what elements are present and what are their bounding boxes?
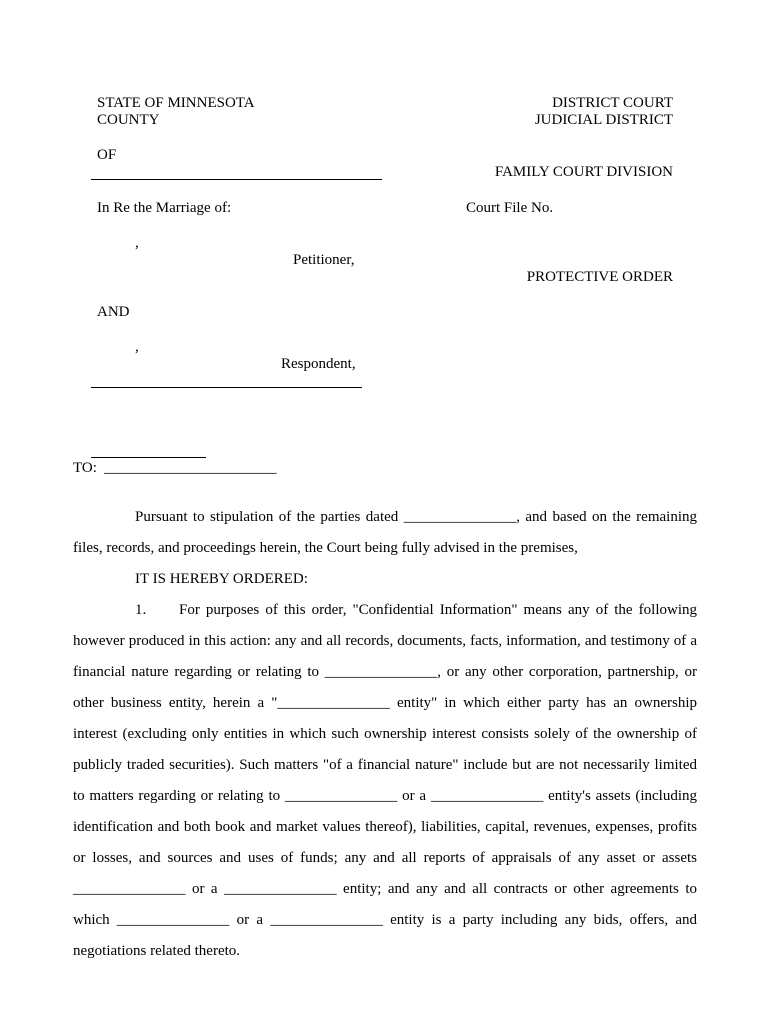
item-1-paragraph — [73, 595, 697, 967]
county-label: COUNTY — [97, 112, 160, 128]
county-signature-line — [91, 179, 382, 180]
respondent-label: Respondent, — [281, 356, 356, 372]
addressee-line — [91, 457, 206, 458]
in-re-label: In Re the Marriage of: — [97, 200, 232, 216]
document-title: PROTECTIVE ORDER — [526, 269, 673, 285]
item-1-number: 1. — [135, 602, 147, 618]
to-label: TO: — [73, 460, 97, 476]
state-name: STATE OF MINNESOTA — [97, 95, 255, 111]
ordered-heading: IT IS HEREBY ORDERED: — [135, 571, 308, 587]
of-label: OF — [97, 147, 117, 163]
petitioner-name-comma: , — [135, 235, 139, 251]
division-label: FAMILY COURT DIVISION — [494, 164, 673, 180]
and-label: AND — [97, 304, 130, 320]
respondent-name-comma: , — [135, 339, 139, 355]
intro-paragraph: Pursuant to stipulation of the parties dated _______________, and based on the remaining files, records, and proceedings herein, the Court being fully advised in the premises, — [73, 509, 697, 556]
petitioner-label: Petitioner, — [293, 252, 355, 268]
court-file-number-label: Court File No. — [466, 200, 554, 216]
to-blank: _______________________ — [104, 460, 277, 476]
district-label: JUDICIAL DISTRICT — [534, 112, 673, 128]
order-body — [73, 502, 697, 967]
court-name: DISTRICT COURT — [552, 95, 673, 111]
item-1-text: For purposes of this order, "Confidential Information" means any of the following however produced in this action: any and all records, documents, facts, information, and testimony of a financial nature regarding or relating to _______________, or any other corporation, partnership, or other business entity, herein a "_______________ entity" in which either party has an ownership interest (excluding only entities in which such ownership interest consists solely of the ownership of publicly traded securities). Such matters "of a financial nature" include but are not necessarily limited to matters regarding or relating to _______________ or a _______________ entity's assets (including identification and both book and market values thereof), liabilities, capital, revenues, expenses, profits or losses, and sources and uses of funds; any and all reports of appraisals of any asset or assets _______________ or a _______________ entity; and any and all contracts or other agreements to which _______________ or a _______________ entity is a party including any bids, offers, and negotiations related thereto. — [73, 602, 697, 959]
caption-bottom-line — [91, 387, 362, 388]
